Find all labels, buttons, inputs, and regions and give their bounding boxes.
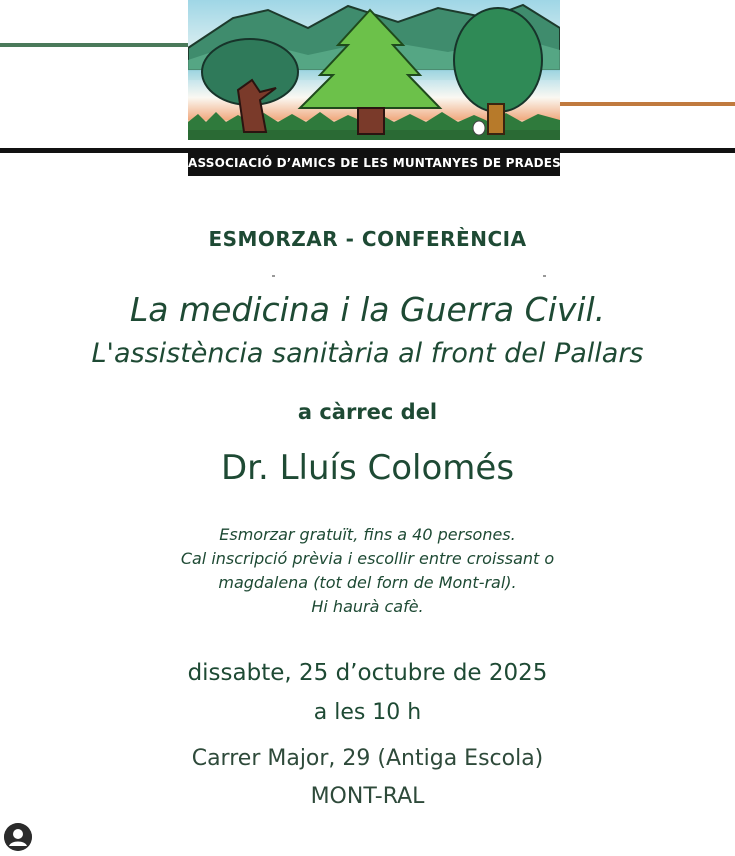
avatar-icon[interactable] [4, 823, 32, 851]
event-date: dissabte, 25 d’octubre de 2025 [187, 660, 548, 686]
event-type-heading: ESMORZAR - CONFERÈNCIA [208, 227, 527, 251]
logo-illustration [188, 0, 560, 140]
speaker-intro-label: a càrrec del [297, 400, 438, 424]
event-town: MONT-RAL [310, 784, 425, 809]
decorative-line-right [560, 102, 735, 106]
decorative-line-left [0, 43, 188, 47]
info-line: Hi haurà cafè. [311, 597, 424, 616]
event-address: Carrer Major, 29 (Antiga Escola) [191, 746, 544, 771]
speaker-name: Dr. Lluís Colomés [220, 448, 515, 488]
info-line: Cal inscripció prèvia i escollir entre croissant o [180, 549, 555, 568]
event-title-line1: La medicina i la Guerra Civil. [129, 290, 606, 329]
event-title-line2: L'assistència sanitària al front del Pallars [91, 338, 644, 369]
info-line: magdalena (tot del forn de Mont-ral). [218, 573, 517, 592]
decorative-dot [543, 275, 546, 277]
info-line: Esmorzar gratuït, fins a 40 persones. [219, 525, 516, 544]
organization-banner: ASSOCIACIÓ D’AMICS DE LES MUNTANYES DE PRADES [188, 150, 560, 176]
event-time: a les 10 h [313, 700, 422, 725]
decorative-dot [272, 275, 275, 277]
